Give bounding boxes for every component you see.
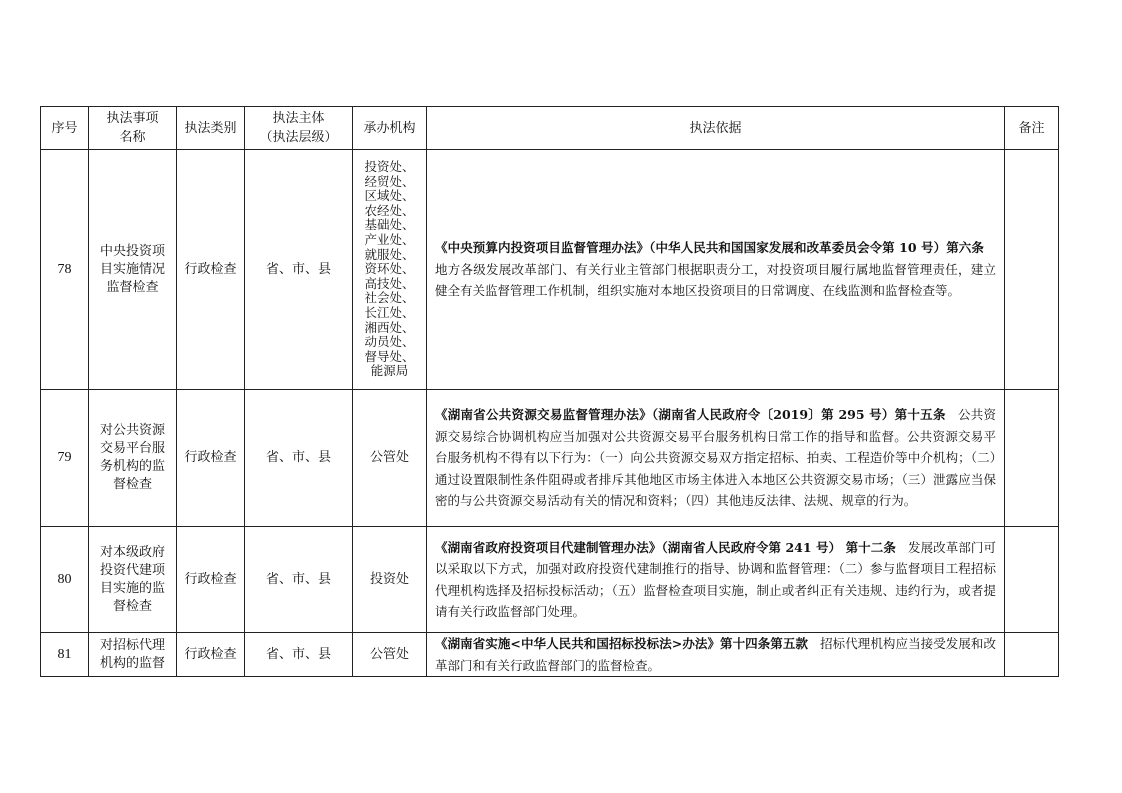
row-category: 行政检查 [177,633,245,677]
row-category: 行政检查 [177,150,245,390]
row-basis [427,633,1005,677]
row-basis [427,390,1005,527]
org-item: 区域处、 [364,188,415,204]
row-remark [1005,390,1059,527]
org-item: 经贸处、 [364,173,415,189]
org-item: 就服处、 [364,246,415,262]
row-org: 投资处 [353,527,427,633]
row-remark [1005,633,1059,677]
org-item: 能源局 [370,363,409,379]
row-category: 行政检查 [177,527,245,633]
row-seq: 81 [41,633,89,677]
row-org: 公管处 [353,633,427,677]
header-seq: 序号 [41,107,89,150]
org-item: 高技处、 [364,275,415,291]
header-org: 承办机构 [353,107,427,150]
basis-citation: 《中央预算内投资项目监督管理办法》（中华人民共和国国家发展和改革委员会令第 10 号）第六条 [435,240,984,256]
org-item: 投资处、 [364,159,415,175]
row-seq: 78 [41,150,89,390]
row-item-name: 对公共资源 交易平台服 务机构的监 督检查 [89,390,177,527]
basis-text: 招标代理机构应当接受发展和改革部门和有关行政监督部门的监督检查。 [435,636,996,673]
row-subject: 省、市、县 [245,390,353,527]
row-subject: 省、市、县 [245,150,353,390]
basis-text: 公共资源交易综合协调机构应当加强对公共资源交易平台服务机构日常工作的指导和监督。公共资源交易平台服务机构不得有以下行为：（一）向公共资源交易双方指定招标、拍卖、工程造价等中介机构；（二）通过设置限制性条件阻碍或者排斥其他地区市场主体进入本地区公共资源交易市场；（三）泄露应当保密的与公共资源交易活动有关的情况和资料；（四）其他违反法律、法规、规章的行为。 [435,407,996,509]
table-row [41,150,1059,390]
table-row [41,633,1059,677]
org-list [353,160,426,379]
header-category: 执法类别 [177,107,245,150]
org-item: 农经处、 [364,202,415,218]
header-remark: 备注 [1005,107,1059,150]
org-item: 长江处、 [364,304,415,320]
table-row [41,527,1059,633]
header-subject: 执法主体 （执法层级） [245,107,353,150]
org-item: 资环处、 [364,261,415,277]
row-subject: 省、市、县 [245,527,353,633]
row-category: 行政检查 [177,390,245,527]
row-remark [1005,150,1059,390]
org-item: 动员处、 [364,334,415,350]
enforcement-table [40,106,1059,677]
basis-text: 发展改革部门可以采取以下方式，加强对政府投资代建制推行的指导、协调和监督管理：（二）参与监督项目工程招标代理机构选择及招标投标活动；（五）监督检查项目实施，制止或者纠正有关违规、违约行为，或者提请有关行政监督部门处理。 [435,539,996,619]
row-item-name: 中央投资项 目实施情况 监督检查 [89,150,177,390]
row-basis [427,150,1005,390]
row-subject: 省、市、县 [245,633,353,677]
org-item: 湘西处、 [364,319,415,335]
org-item: 社会处、 [364,290,415,306]
row-remark [1005,527,1059,633]
basis-text: 地方各级发展改革部门、有关行业主管部门根据职责分工，对投资项目履行属地监督管理责任，建立健全有关监督管理工作机制，组织实施对本地区投资项目的日常调度、在线监测和监督检查等。 [435,261,996,299]
org-item: 基础处、 [364,217,415,233]
row-item-name: 对本级政府 投资代建项 目实施的监 督检查 [89,527,177,633]
org-item: 产业处、 [364,232,415,248]
basis-citation: 《湖南省公共资源交易监督管理办法》（湖南省人民政府令〔2019〕第 295 号）第十五条 [435,407,946,423]
basis-citation: 《湖南省实施<中华人民共和国招标投标法>办法》第十四条第五款 [435,636,809,651]
header-row [41,107,1059,150]
row-seq: 79 [41,390,89,527]
row-item-name: 对招标代理 机构的监督 [89,633,177,677]
table-row [41,390,1059,527]
header-basis: 执法依据 [427,107,1005,150]
row-basis [427,527,1005,633]
row-seq: 80 [41,527,89,633]
basis-citation: 《湖南省政府投资项目代建制管理办法》（湖南省人民政府令第 241 号） 第十二条 [435,539,896,555]
row-org [353,150,427,390]
header-item-name: 执法事项 名称 [89,107,177,150]
row-org: 公管处 [353,390,427,527]
org-item: 督导处、 [364,348,415,364]
